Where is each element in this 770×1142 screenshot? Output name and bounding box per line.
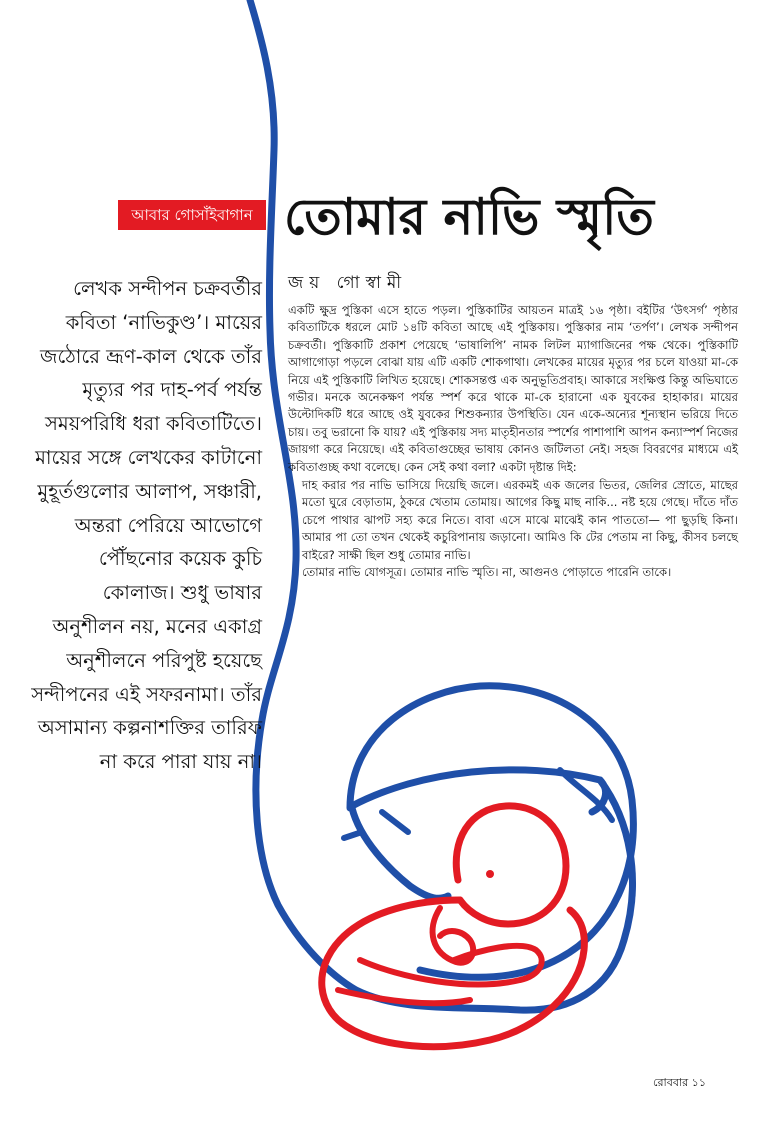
body-paragraph: একটি ক্ষুদ্র পুস্তিকা এসে হাতে পড়ল। পুস্তিকাটির আয়তন মাত্রই ১৬ পৃষ্ঠা। বইটির ‘উৎসর্গ’ পৃষ্ঠার কবিতাটিকে ধরলে মোট ১৪টি কবিতা আছে এই পুস্তিকায়। পুস্তিকার নাম ‘তর্পণ’। লেখক সন্দীপন চক্রবর্তী। পুস্তিকাটি প্রকাশ পেয়েছে ‘ভাষালিপি’ নামক লিটল ম্যাগাজিনের পক্ষ থেকে। পুস্তিকাটি আগাগোড়া পড়লে বোঝা যায় এটি একটি শোকগাথা। লেখকের মায়ের মৃত্যুর পর চলে যাওয়া মা-কে নিয়ে এই পুস্তিকাটি লিখিত হয়েছে। শোকসন্তপ্ত এক অনুভূতিপ্রবাহ। আকারে সংক্ষিপ্ত কিন্তু অভিঘাতে গভীর। মনকে অনেকক্ষণ পর্যন্ত স্পর্শ করে থাকে মা-কে হারানো এক যুবকের হাহাকার। মায়ের উল্টোদিকটি ধরে আছে ওই যুবকের শিশুকন্যার উপস্থিতি। যেন একে-অন্যের শূন্যস্থান ভরিয়ে দিতে চায়। তবু ভরানো কি যায়? এই পুস্তিকায় সদ্য মাতৃহীনতার স্পর্শের পাশাপাশি আপন কন্যাস্পর্শ নিজের জায়গা করে নিয়েছে। এই কবিতাগুচ্ছের ভাষায় কোনও জটিলতা নেই। সহজ বিবরণের মাধ্যমে এই কবিতাগুচ্ছ কথা বলেছে। কেন সেই কথা বলা? একটা দৃষ্টান্ত দিই: xyxy=(288,303,738,474)
red-fetus-eye xyxy=(486,870,494,878)
article-title: তোমার নাভি স্মৃতি xyxy=(284,187,654,246)
red-fetus-foot xyxy=(338,990,470,1003)
blue-brow-line xyxy=(344,832,362,838)
section-tag: আবার গোসাঁইবাগান xyxy=(118,200,266,230)
blue-eye-line xyxy=(382,812,408,832)
blue-womb-outline xyxy=(350,686,633,978)
lede-text: লেখক সন্দীপন চক্রবর্তীর কবিতা ‘নাভিকুণ্ড’। মায়ের জঠোরে ভ্রূণ-কাল থেকে তাঁর মৃত্যুর পর দাহ-পর্ব পর্যন্ত সময়পরিধি ধরা কবিতাটিতে। মায়ের সঙ্গে লেখকের কাটানো মুহূর্তগুলোর আলাপ, সঞ্চারী, অন্তরা পেরিয়ে আভোগে পৌঁছনোর কয়েক কুচি কোলাজ। শুধু ভাষার অনুশীলন নয়, মনের একাগ্র অনুশীলনে পরিপুষ্ট হয়েছে সন্দীপনের এই সফরনামা। তাঁর অসামান্য কল্পনাশক্তির তারিফ না করে পারা যায় না। xyxy=(31,277,262,774)
author-byline: জয় গোস্বামী xyxy=(288,273,408,293)
page-number: রোববার ১১ xyxy=(653,1076,706,1089)
blue-face-line xyxy=(352,808,448,898)
red-fetus-head xyxy=(456,806,566,924)
article-body xyxy=(288,302,738,582)
poem-quote: দাহ করার পর নাভি ভাসিয়ে দিয়েছি জলে। এরকমই এক জলের ভিতর, জেলির স্রোতে, মাছের মতো ঘুরে বেড়াতাম, ঠুকরে খেতাম তোমায়। আগের কিছু মাছ নাকি... নষ্ট হয়ে গেছে। দাঁতে দাঁত চেপে পাথার ঝাপট সহ্য করে নিতে। বাবা এসে মাঝে মাঝেই কান পাততো— পা ছুড়ছি কিনা। আমার পা তো তখন থেকেই কচুরিপানায় জড়ানো। আমিও কি টের পেতাম না কিছু, কীসব চলছে বাইরে? সাক্ষী ছিল শুধু তোমার নাভি। xyxy=(302,478,738,562)
poem-quote-end: তোমার নাভি যোগসূত্র। তোমার নাভি স্মৃতি। না, আগুনও পোড়াতে পারেনি তাকে। xyxy=(302,565,672,580)
